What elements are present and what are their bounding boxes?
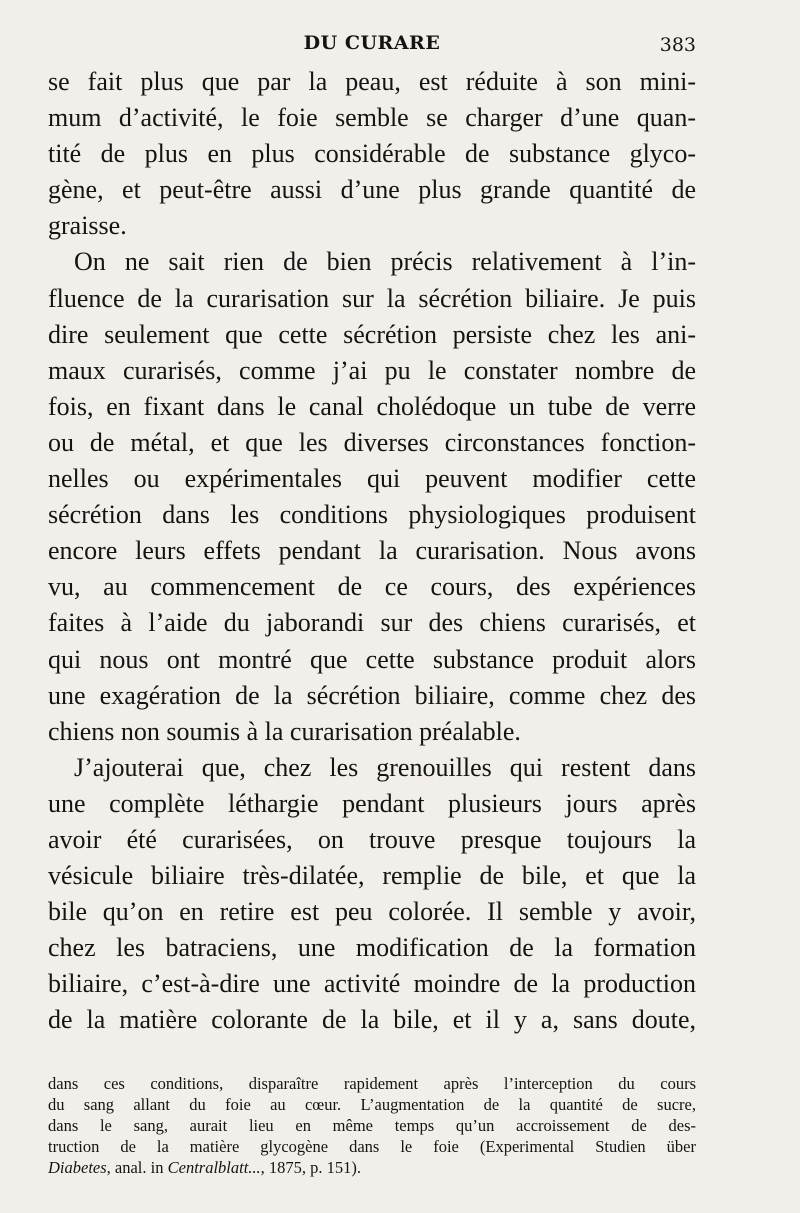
footnote-line: truction de la matière glycogène dans le foie (Experimental Studien über <box>48 1137 696 1156</box>
text-line: fluence de la curarisation sur la sécrétion biliaire. Je puis <box>48 283 696 313</box>
text-line: sécrétion dans les conditions physiologiques produisent <box>48 500 696 530</box>
body-text <box>48 64 696 1039</box>
running-title: DU CURARE <box>303 32 441 54</box>
footnote-line: dans le sang, aurait lieu en même temps qu’un accroissement de des- <box>48 1116 696 1135</box>
text-line: chiens non soumis à la curarisation préalable. <box>48 716 521 746</box>
text-line: faites à l’aide du jaborandi sur des chiens curarisés, et <box>48 608 696 638</box>
text-line: On ne sait rien de bien précis relativement à l’in- <box>74 247 696 277</box>
citation-separator: , anal. in <box>106 1158 168 1177</box>
text-line: avoir été curarisées, on trouve presque toujours la <box>48 824 696 854</box>
citation-title: Diabetes <box>48 1158 107 1177</box>
text-line: encore leurs effets pendant la curarisation. Nous avons <box>48 536 696 566</box>
text-line: biliaire, c’est-à-dire une activité moindre de la production <box>48 969 696 999</box>
text-line: gène, et peut-être aussi d’une plus grande quantité de <box>48 175 696 205</box>
text-line: dire seulement que cette sécrétion persiste chez les ani- <box>48 319 696 349</box>
text-line: bile qu’on en retire est peu colorée. Il semble y avoir, <box>48 897 696 927</box>
text-line: maux curarisés, comme j’ai pu le constater nombre de <box>48 355 696 385</box>
text-line: une exagération de la sécrétion biliaire, comme chez des <box>48 680 696 710</box>
footnote <box>48 1073 696 1178</box>
footnote-citation <box>48 1157 696 1178</box>
text-line: chez les batraciens, une modification de la formation <box>48 933 696 963</box>
text-line: mum d’activité, le foie semble se charger d’une quan- <box>48 103 696 133</box>
text-line: une complète léthargie pendant plusieurs jours après <box>48 788 696 818</box>
text-line: se fait plus que par la peau, est réduite à son mini- <box>48 67 696 96</box>
text-line: fois, en fixant dans le canal cholédoque un tube de verre <box>48 391 696 421</box>
text-line: vu, au commencement de ce cours, des expériences <box>48 572 696 602</box>
footnote-line: dans ces conditions, disparaître rapidement après l’interception du cours <box>48 1074 696 1093</box>
text-line: graisse. <box>48 211 127 241</box>
page-header <box>48 32 696 58</box>
text-line: tité de plus en plus considérable de substance glyco- <box>48 139 696 169</box>
citation-tail: , 1875, p. 151). <box>260 1158 362 1177</box>
footnote-line: du sang allant du foie au cœur. L’augmentation de la quantité de sucre, <box>48 1095 696 1114</box>
text-line: J’ajouterai que, chez les grenouilles qui restent dans <box>74 752 696 782</box>
text-line: ou de métal, et que les diverses circonstances fonction- <box>48 427 696 457</box>
text-line: qui nous ont montré que cette substance produit alors <box>48 644 696 674</box>
page-number: 383 <box>659 34 696 56</box>
text-line: vésicule biliaire très-dilatée, remplie de bile, et que la <box>48 861 696 891</box>
text-line: de la matière colorante de la bile, et il y a, sans doute, <box>48 1005 696 1035</box>
citation-journal: Centralblatt... <box>167 1158 261 1177</box>
text-line: nelles ou expérimentales qui peuvent modifier cette <box>48 464 696 494</box>
